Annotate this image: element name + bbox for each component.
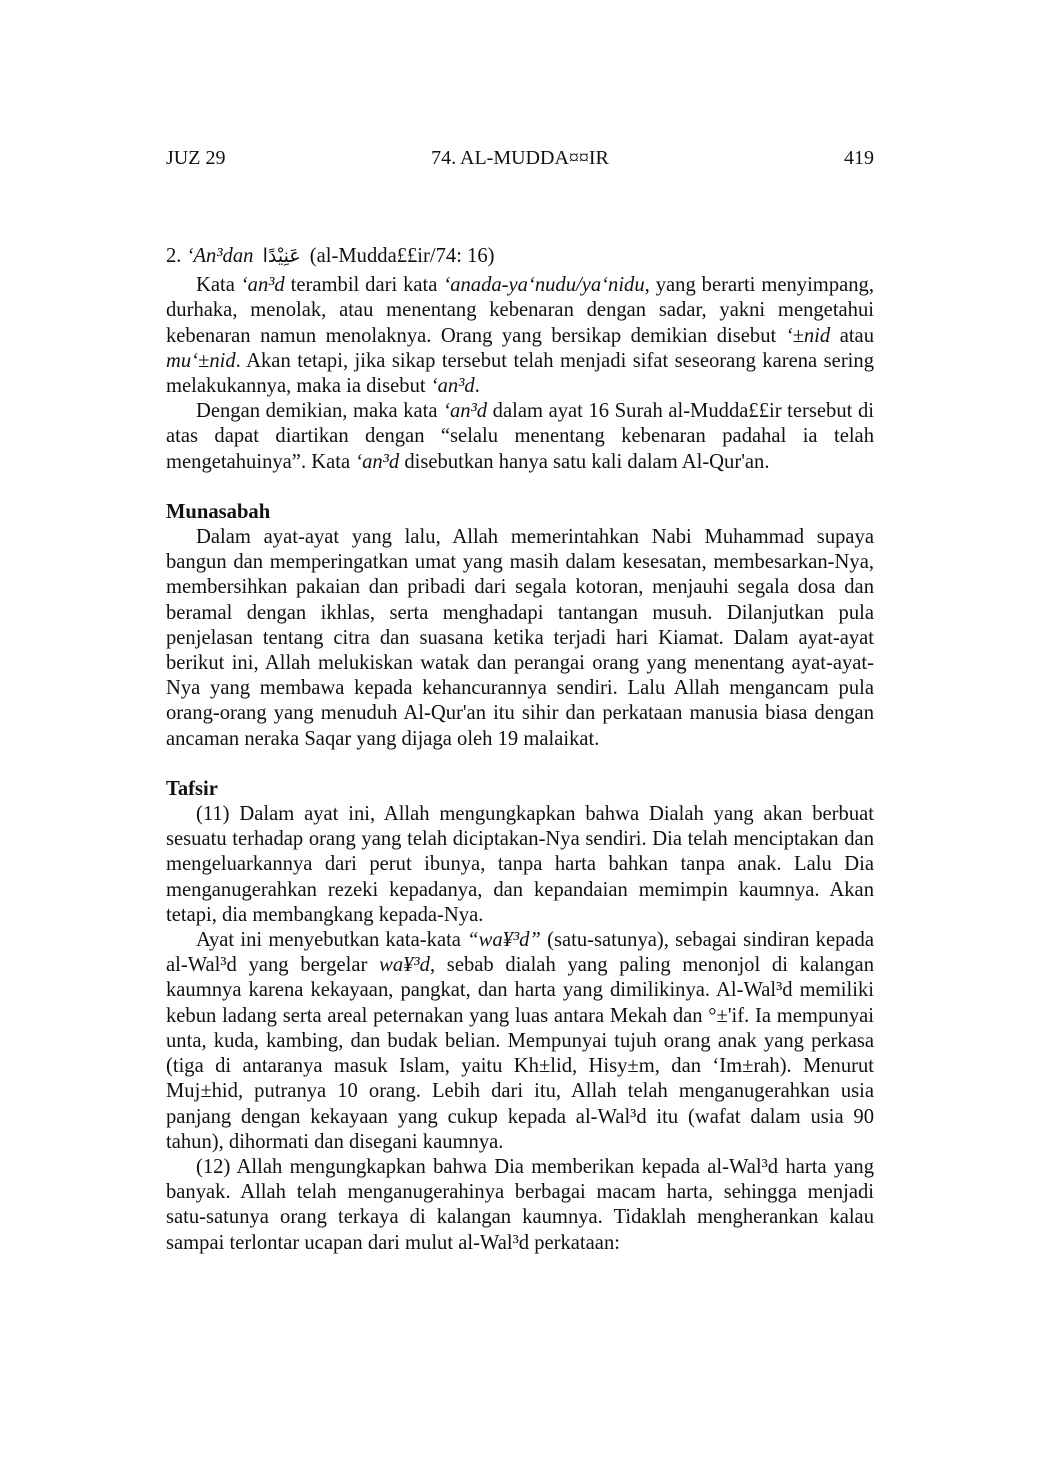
page-body	[166, 244, 874, 1256]
entry-arabic: عَنِيْدًا	[262, 245, 301, 267]
entry-number: 2.	[166, 245, 182, 267]
entry-term: ‘An³dan	[186, 245, 254, 267]
entry-paragraph-2: Dengan demikian, maka kata ‘an³d dalam ayat 16 Surah al-Mudda££ir tersebut di atas dapat diartikan dengan “selalu menentang kebenaran padahal ia telah mengetahuinya”. Kata ‘an³d disebutkan hanya satu kali dalam Al-Qur'an.	[166, 400, 874, 473]
entry-paragraph-1: Kata ‘an³d terambil dari kata ‘anada-ya‘nudu/ya‘nidu, yang berarti menyimpang, durhaka, menolak, atau menentang kebenaran dengan sadar, yakni mengetahui kebenaran namun menolaknya. Orang yang bersikap demikian disebut ‘±nid atau mu‘±nid. Akan tetapi, jika sikap tersebut telah menjadi sifat seseorang karena sering melakukannya, maka ia disebut ‘an³d.	[166, 274, 874, 398]
surah-title: 74. AL-MUDDA¤¤IR	[431, 147, 609, 169]
tafsir-paragraph-3: (12) Allah mengungkapkan bahwa Dia memberikan kepada al-Wal³d harta yang banyak. Allah telah menganugerahinya berbagai macam harta, sehingga menjadi satu-satunya orang terkaya di kalangan kaumnya. Tidaklah mengherankan kalau sampai terlontar ucapan dari mulut al-Wal³d perkataan:	[166, 1155, 874, 1254]
munasabah-paragraph: Dalam ayat-ayat yang lalu, Allah memerintahkan Nabi Muhammad supaya bangun dan memperingatkan umat yang masih dalam kesesatan, membesarkan-Nya, membersihkan pakaian dan pribadi dari segala kotoran, menjauhi segala dosa dan beramal dengan ikhlas, serta menghadapi tantangan musuh. Dilanjutkan pula penjelasan tentang citra dan suasana ketika terjadi hari Kiamat. Dalam ayat-ayat berikut ini, Allah melukiskan watak dan perangai orang yang menentang ayat-ayat-Nya yang membawa kepada kehancurannya sendiri. Lalu Allah mengancam pula orang-orang yang menuduh Al-Qur'an itu sihir dan perkataan manusia biasa dengan ancaman neraka Saqar yang dijaga oleh 19 malaikat.	[166, 526, 874, 750]
munasabah-heading: Munasabah	[166, 500, 271, 523]
page-header	[166, 147, 874, 173]
juz-label: JUZ 29	[166, 147, 226, 169]
vocabulary-entry-title	[166, 244, 874, 269]
page-number: 419	[844, 147, 874, 169]
entry-reference: (al-Mudda££ir/74: 16)	[309, 245, 495, 267]
tafsir-paragraph-2: Ayat ini menyebutkan kata-kata “wa¥³d” (satu-satunya), sebagai sindiran kepada al-Wal³d yang bergelar wa¥³d, sebab dialah yang paling menonjol di kalangan kaumnya karena kekayaan, pangkat, dan harta yang dimilikinya. Al-Wal³d memiliki kebun ladang serta areal peternakan yang luas antara Mekah dan °±'if. Ia mempunyai unta, kuda, kambing, dan budak belian. Mempunyai tujuh orang anak yang perkasa (tiga di antaranya masuk Islam, yaitu Kh±lid, Hisy±m, dan ‘Im±rah). Menurut Muj±hid, putranya 10 orang. Lebih dari itu, Allah telah menganugerahkan usia panjang dengan kekayaan yang cukup kepada al-Wal³d itu (wafat dalam usia 90 tahun), dihormati dan disegani kaumnya.	[166, 929, 874, 1153]
tafsir-paragraph-1: (11) Dalam ayat ini, Allah mengungkapkan bahwa Dialah yang akan berbuat sesuatu terhadap orang yang telah diciptakan-Nya sendiri. Dia telah menciptakan dan mengeluarkannya dari perut ibunya, tanpa harta bahkan tanpa anak. Lalu Dia menganugerahkan rezeki kepadanya, dan kepandaian memimpin kaumnya. Akan tetapi, dia membangkang kepada-Nya.	[166, 803, 874, 926]
tafsir-heading: Tafsir	[166, 777, 218, 800]
